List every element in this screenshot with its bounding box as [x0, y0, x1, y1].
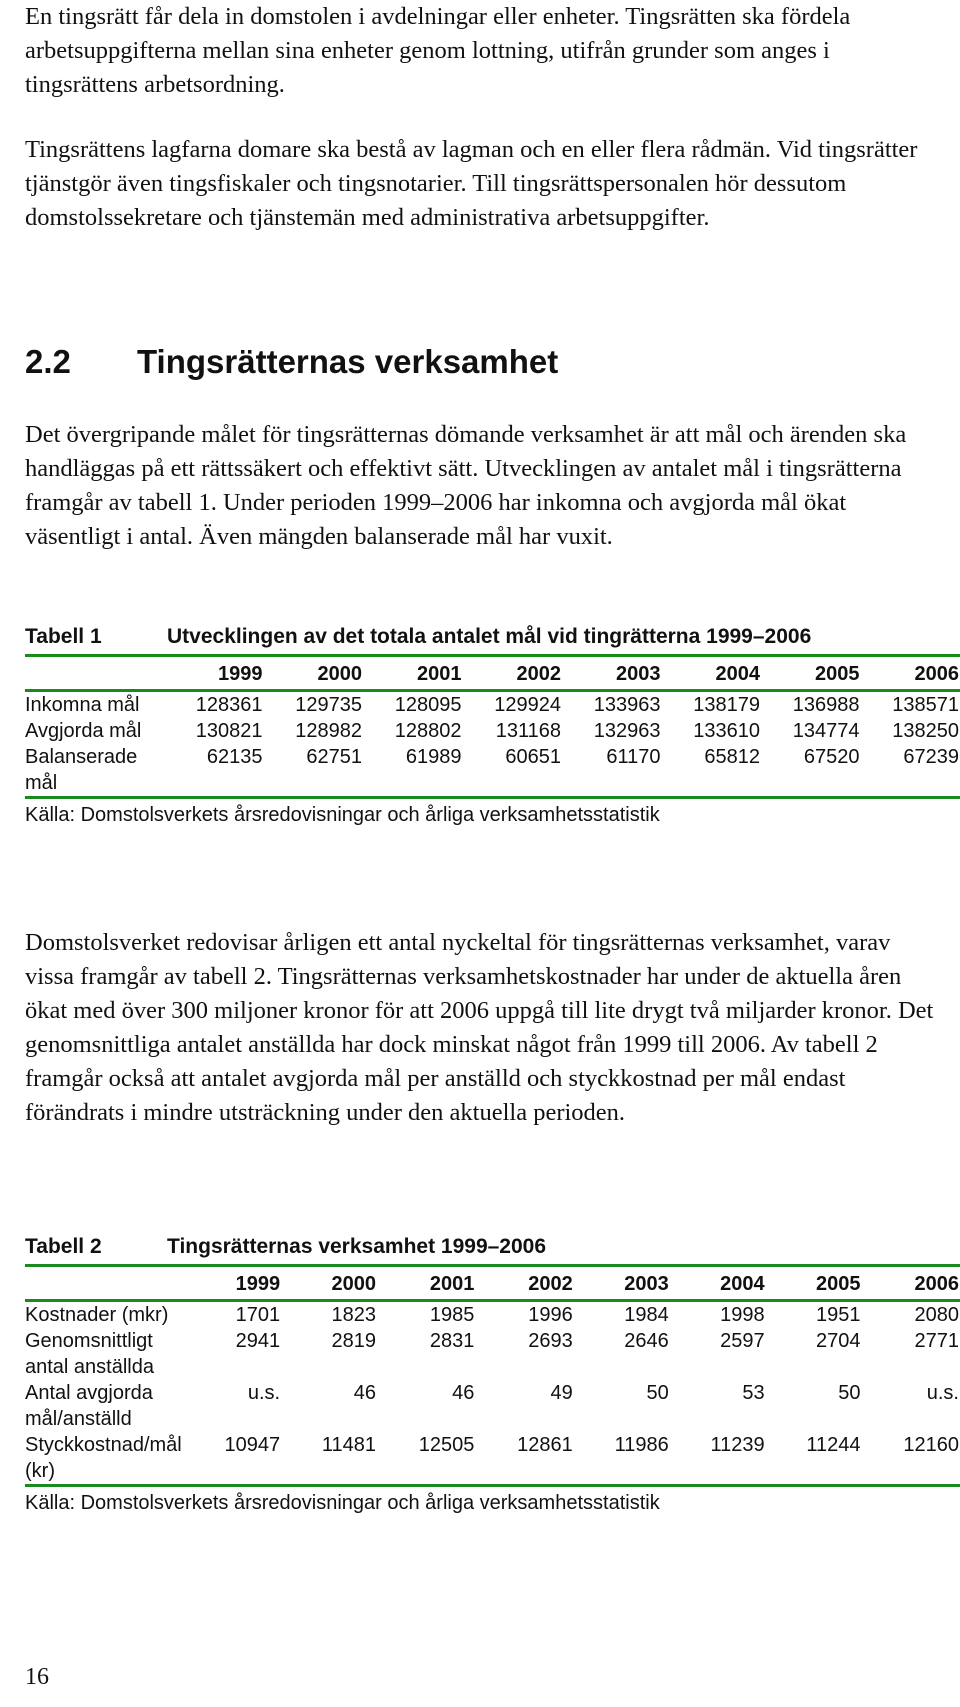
row-label: Antal avgjorda mål/anställd	[25, 1382, 153, 1430]
year-header: 2005	[816, 1273, 861, 1295]
table-2-body	[25, 1301, 960, 1486]
table-1-corner	[25, 657, 167, 691]
table-row	[25, 1380, 960, 1432]
row-label: Styckkostnad/mål (kr)	[25, 1434, 182, 1482]
table-cell: 1996	[528, 1304, 573, 1326]
table-cell: 131168	[495, 720, 561, 742]
table-cell: 2693	[528, 1330, 573, 1352]
table-1-header-row	[25, 657, 960, 691]
table-cell: 12861	[517, 1434, 573, 1456]
table-2	[25, 1232, 960, 1517]
table-cell: 11481	[321, 1434, 377, 1456]
section-title: Tingsrätternas verksamhet	[137, 343, 559, 380]
table-cell: 53	[742, 1382, 765, 1404]
table-cell: 1998	[720, 1304, 765, 1326]
year-header: 2005	[815, 663, 860, 685]
table-cell: 129924	[494, 694, 561, 716]
table-2-grid	[25, 1267, 960, 1487]
year-header: 2000	[317, 663, 362, 685]
table-cell: 62135	[206, 746, 263, 768]
table-cell: 128802	[394, 720, 462, 742]
table-cell: 2646	[624, 1330, 669, 1352]
table-row	[25, 718, 960, 744]
year-header: 2002	[528, 1273, 573, 1295]
table-cell: 128095	[394, 694, 462, 716]
table-1-caption	[25, 622, 960, 657]
year-header: 2003	[624, 1273, 669, 1295]
table-cell: 2597	[720, 1330, 765, 1352]
table-cell: 1951	[816, 1304, 861, 1326]
row-label: Balanserade mål	[25, 746, 138, 794]
year-header: 2001	[417, 663, 462, 685]
year-header: 2006	[914, 1273, 959, 1295]
table-cell: 128361	[195, 694, 263, 716]
table-row	[25, 1301, 960, 1329]
paragraph-key-figures: Domstolsverket redovisar årligen ett antal nyckeltal för tingsrätternas verksamhet, varav vissa framgår av tabell 2. Tingsrätternas verksamhetskostnader har under de aktuella åren ökat med över 300 miljoner kronor för att 2006 uppgå till lite drygt två miljarder kronor. Det genomsnittliga antalet anställda har dock minskat något från 1999 till 2006. Av tabell 2 framgår också att antalet avgjorda mål per anställd och styckkostnad per mål endast förändrats i mindre utsträckning under den aktuella perioden.	[25, 929, 934, 1126]
section-number: 2.2	[25, 343, 71, 380]
table-1	[25, 622, 960, 829]
table-row	[25, 1328, 960, 1380]
paragraph-intro: En tingsrätt får dela in domstolen i avdelningar eller enheter. Tingsrätten ska fördela arbetsuppgifterna mellan sina enheter genom lottning, utifrån grunder som anges i tingsrättens arbetsordning.	[25, 3, 851, 98]
table-cell: 67239	[903, 746, 959, 768]
table-cell: u.s.	[247, 1382, 281, 1404]
paragraph-staff: Tingsrättens lagfarna domare ska bestå av lagman och en eller flera rådmän. Vid tingsrätter tjänstgör även tingsfiskaler och tingsnotarier. Till tingsrättspersonalen hör dessutom domstolssekretare och tjänstemän med administrativa arbetsuppgifter.	[25, 136, 918, 231]
table-1-label: Tabell 1	[25, 625, 102, 648]
row-label: Inkomna mål	[25, 694, 140, 716]
table-cell: 10947	[224, 1434, 281, 1456]
table-cell: 2771	[914, 1330, 959, 1352]
table-cell: 11244	[806, 1434, 861, 1456]
table-row	[25, 691, 960, 719]
table-2-source: Källa: Domstolsverkets årsredovisningar och årliga verksamhetsstatistik	[25, 1492, 660, 1514]
row-label: Genomsnittligt antal anställda	[25, 1330, 154, 1378]
paragraph-goals: Det övergripande målet för tingsrätternas dömande verksamhet är att mål och ärenden ska handläggas på ett rättssäkert och effektivt sätt. Utvecklingen av antalet mål i tingsrätterna framgår av tabell 1. Under perioden 1999–2006 har inkomna och avgjorda mål ökat väsentligt i antal. Även mängden balanserade mål har vuxit.	[25, 421, 907, 550]
table-cell: 130821	[195, 720, 263, 742]
row-label: Kostnader (mkr)	[25, 1304, 169, 1326]
table-cell: 134774	[792, 720, 860, 742]
table-cell: 65812	[704, 746, 760, 768]
table-2-title: Tingsrätternas verksamhet 1999–2006	[167, 1235, 547, 1258]
year-header: 2003	[616, 663, 661, 685]
table-cell: 49	[550, 1382, 573, 1404]
table-2-header-row	[25, 1267, 960, 1301]
table-cell: 12160	[903, 1434, 959, 1456]
table-cell: 67520	[803, 746, 860, 768]
table-cell: 12505	[418, 1434, 475, 1456]
table-cell: 11986	[614, 1434, 669, 1456]
year-header: 2000	[331, 1273, 377, 1295]
table-1-body	[25, 691, 960, 798]
table-cell: u.s.	[926, 1382, 959, 1404]
table-cell: 2704	[816, 1330, 861, 1352]
table-cell: 62751	[306, 746, 362, 768]
table-row	[25, 744, 960, 798]
year-header: 2004	[715, 663, 760, 685]
table-cell: 1701	[235, 1304, 281, 1326]
table-cell: 1823	[331, 1304, 377, 1326]
table-cell: 50	[838, 1382, 861, 1404]
table-cell: 129735	[295, 694, 362, 716]
table-cell: 138571	[892, 694, 959, 716]
table-cell: 128982	[295, 720, 362, 742]
table-cell: 46	[452, 1382, 475, 1404]
year-header: 1999	[235, 1273, 281, 1295]
table-cell: 11239	[710, 1434, 765, 1456]
table-cell: 133963	[593, 694, 661, 716]
table-2-corner	[25, 1267, 186, 1301]
table-cell: 136988	[792, 694, 860, 716]
table-cell: 61989	[405, 746, 462, 768]
table-cell: 1985	[429, 1304, 475, 1326]
table-2-caption	[25, 1232, 960, 1267]
table-cell: 50	[646, 1382, 669, 1404]
table-1-source: Källa: Domstolsverkets årsredovisningar och årliga verksamhetsstatistik	[25, 804, 660, 826]
table-cell: 133610	[693, 720, 760, 742]
page-number: 16	[25, 1664, 49, 1690]
table-row	[25, 1432, 960, 1486]
section-heading	[25, 342, 558, 382]
table-1-title: Utvecklingen av det totala antalet mål vid tingrätterna 1999–2006	[167, 625, 812, 648]
table-cell: 2819	[331, 1330, 377, 1352]
table-cell: 138179	[693, 694, 760, 716]
year-header: 2001	[429, 1273, 475, 1295]
table-cell: 2831	[429, 1330, 475, 1352]
year-header: 2002	[516, 663, 561, 685]
table-cell: 60651	[505, 746, 561, 768]
year-header: 2004	[720, 1273, 765, 1295]
year-header: 2006	[914, 663, 959, 685]
row-label: Avgjorda mål	[25, 720, 142, 742]
table-cell: 138250	[892, 720, 959, 742]
table-cell: 61170	[606, 746, 661, 768]
table-cell: 46	[353, 1382, 377, 1404]
table-cell: 1984	[624, 1304, 669, 1326]
table-2-label: Tabell 2	[25, 1235, 102, 1258]
table-cell: 2941	[235, 1330, 281, 1352]
table-cell: 2080	[914, 1304, 959, 1326]
table-cell: 132963	[593, 720, 661, 742]
table-1-grid	[25, 657, 960, 799]
year-header: 1999	[218, 663, 263, 685]
